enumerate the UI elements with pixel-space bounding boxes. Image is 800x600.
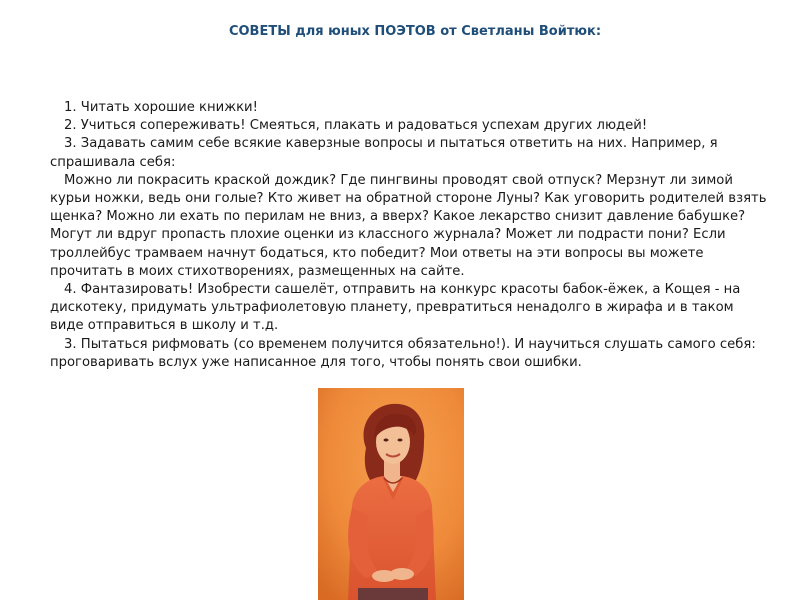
tip-item xyxy=(50,336,770,372)
tip-item xyxy=(50,117,770,135)
tip-text: 2. Учиться сопереживать! Смеяться, плакать и радоваться успехам других людей! xyxy=(64,118,648,134)
tip-item xyxy=(50,172,770,281)
tip-text: 1. Читать хорошие книжки! xyxy=(64,100,258,115)
tip-text: 4. Фантазировать! Изобрести сашелёт, отправить на конкурс красоты бабок-ёжек, а Кощея - на дискотеку, придумать ультрафиолетовую планету, превратиться ненадолго в жирафа и в таком виде отправиться в школу и т.д. xyxy=(50,282,741,334)
tips-list xyxy=(50,99,770,372)
tip-text: 3. Задавать самим себе всякие каверзные вопросы и пытаться ответить на них. Например, я спрашивала себя: xyxy=(50,136,718,170)
author-photo xyxy=(318,388,464,600)
tip-item xyxy=(50,135,770,171)
tip-text: 3. Пытаться рифмовать (со временем получится обязательно!). И научиться слушать самого себя: проговаривать вслух уже написанное для того, чтобы понять свои ошибки. xyxy=(50,336,756,370)
tip-item xyxy=(50,99,770,117)
page-title: СОВЕТЫ для юных ПОЭТОВ от Светланы Войтюк: xyxy=(228,24,602,39)
tip-item xyxy=(50,281,770,336)
tip-text: Можно ли покрасить краской дождик? Где пингвины проводят свой отпуск? Мерзнут ли зимой курьи ножки, ведь они голые? Кто живет на обратной стороне Луны? Как уговорить родителей взять щенка? Можно ли ехать по перилам не вниз, а вверх? Какое лекарство снизит давление бабушке? Могут ли вдруг пропасть плохие оценки из классного журнала? Может ли подрасти пони? Если троллейбус трамваем начнут бодаться, кто победит? Мои ответы на эти вопросы вы можете прочитать в моих стихотворениях, размещенных на сайте. xyxy=(50,172,767,279)
